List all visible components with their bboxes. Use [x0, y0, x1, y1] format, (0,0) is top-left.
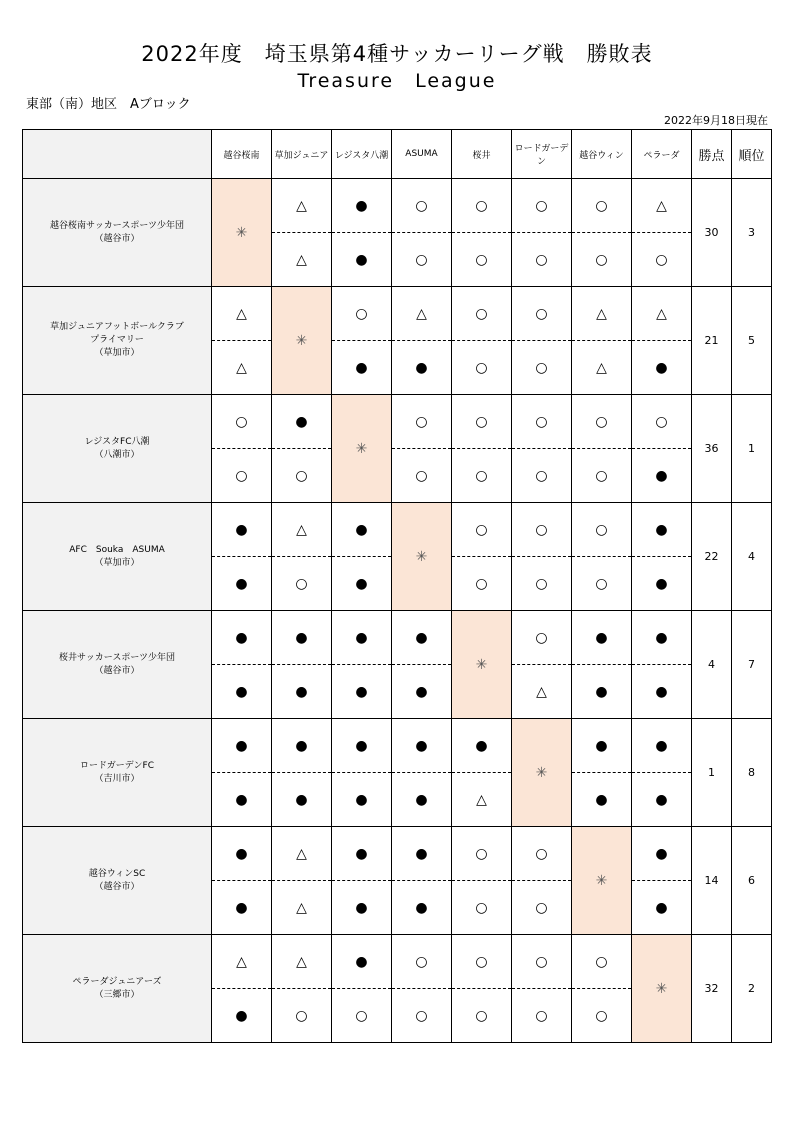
standings-table	[22, 129, 772, 1043]
result-cell: △	[212, 341, 272, 395]
team-name	[23, 395, 212, 503]
result-cell: △	[632, 287, 692, 341]
result-cell: ●	[332, 719, 392, 773]
result-cell: △	[272, 503, 332, 557]
result-cell: △	[452, 773, 512, 827]
team-name-line: （越谷市）	[94, 665, 140, 676]
team-name	[23, 719, 212, 827]
team-name-line: AFC Souka ASUMA	[69, 544, 165, 555]
team-row	[23, 287, 772, 341]
rank-cell: 6	[732, 827, 772, 935]
result-cell: ●	[332, 611, 392, 665]
result-cell: ○	[512, 989, 572, 1043]
result-cell: ○	[512, 449, 572, 503]
team-name-line: （草加市）	[94, 348, 140, 358]
column-header: 越谷桜南	[212, 130, 272, 179]
result-cell: ○	[332, 287, 392, 341]
result-cell: ●	[452, 719, 512, 773]
points-cell: 21	[692, 287, 732, 395]
result-cell: ○	[512, 881, 572, 935]
result-cell: ○	[452, 287, 512, 341]
team-row	[23, 179, 772, 233]
result-cell: ○	[452, 233, 512, 287]
as-of-date: 2022年9月18日現在	[664, 114, 768, 127]
result-cell: ●	[212, 611, 272, 665]
result-cell: ○	[452, 341, 512, 395]
result-cell: ●	[572, 719, 632, 773]
result-cell: ●	[212, 503, 272, 557]
result-cell: ○	[512, 395, 572, 449]
result-cell: ○	[392, 179, 452, 233]
result-cell: ○	[512, 557, 572, 611]
result-cell: ●	[212, 557, 272, 611]
team-name-line: 桜井サッカースポーツ少年団	[58, 652, 175, 663]
team-row	[23, 935, 772, 989]
result-cell: △	[572, 341, 632, 395]
team-row	[23, 719, 772, 773]
result-cell: ●	[272, 611, 332, 665]
team-name-line: レジスタFC八潮	[84, 436, 150, 447]
result-cell: ●	[392, 341, 452, 395]
result-cell: ○	[572, 179, 632, 233]
self-match-cell: ✳	[512, 719, 572, 827]
points-cell: 36	[692, 395, 732, 503]
team-name	[23, 827, 212, 935]
team-name-line: （三郷市）	[94, 989, 140, 1000]
team-row	[23, 395, 772, 449]
result-cell: ●	[212, 989, 272, 1043]
result-cell: ○	[512, 233, 572, 287]
result-cell: ●	[212, 773, 272, 827]
result-cell: ●	[212, 719, 272, 773]
result-cell: ●	[632, 881, 692, 935]
result-cell: △	[572, 287, 632, 341]
result-cell: ○	[572, 935, 632, 989]
result-cell: ●	[572, 773, 632, 827]
column-header: 越谷ウィン	[572, 130, 632, 179]
result-cell: ○	[452, 395, 512, 449]
self-match-cell: ✳	[392, 503, 452, 611]
rank-header: 順位	[732, 130, 772, 179]
self-match-cell: ✳	[212, 179, 272, 287]
result-cell: △	[212, 287, 272, 341]
points-cell: 30	[692, 179, 732, 287]
result-cell: ○	[632, 395, 692, 449]
result-cell: ●	[632, 557, 692, 611]
result-cell: ●	[632, 665, 692, 719]
self-match-cell: ✳	[452, 611, 512, 719]
result-cell: ●	[632, 449, 692, 503]
result-cell: △	[272, 179, 332, 233]
result-cell: ●	[212, 665, 272, 719]
result-cell: ○	[392, 449, 452, 503]
points-cell: 22	[692, 503, 732, 611]
result-cell: ○	[212, 395, 272, 449]
result-cell: ●	[332, 827, 392, 881]
team-name-line: ロードガーデンFC	[79, 760, 154, 771]
team-name-line: （吉川市）	[94, 773, 140, 784]
points-cell: 1	[692, 719, 732, 827]
result-cell: ○	[512, 611, 572, 665]
result-cell: ○	[512, 935, 572, 989]
result-cell: ○	[452, 449, 512, 503]
team-name-line: （草加市）	[94, 557, 140, 568]
result-cell: ○	[332, 989, 392, 1043]
result-cell: ○	[272, 449, 332, 503]
result-cell: ○	[572, 233, 632, 287]
result-cell: ●	[632, 773, 692, 827]
result-cell: ●	[332, 881, 392, 935]
result-cell: △	[272, 881, 332, 935]
result-cell: ○	[272, 557, 332, 611]
result-cell: ●	[332, 935, 392, 989]
points-cell: 32	[692, 935, 732, 1043]
team-name	[23, 287, 212, 395]
rank-cell: 7	[732, 611, 772, 719]
result-cell: △	[272, 827, 332, 881]
team-name	[23, 179, 212, 287]
result-cell: ●	[332, 233, 392, 287]
result-cell: ○	[392, 989, 452, 1043]
result-cell: ○	[452, 827, 512, 881]
result-cell: ○	[212, 449, 272, 503]
result-cell: ○	[512, 341, 572, 395]
result-cell: ○	[452, 881, 512, 935]
result-cell: ○	[452, 557, 512, 611]
result-cell: ○	[452, 935, 512, 989]
result-cell: ○	[572, 989, 632, 1043]
team-name-line: （越谷市）	[94, 881, 140, 892]
result-cell: △	[512, 665, 572, 719]
result-cell: ●	[392, 773, 452, 827]
team-name	[23, 503, 212, 611]
result-cell: ●	[572, 665, 632, 719]
result-cell: ●	[332, 341, 392, 395]
result-cell: ●	[632, 341, 692, 395]
result-cell: ○	[512, 287, 572, 341]
result-cell: ●	[332, 179, 392, 233]
result-cell: ●	[332, 557, 392, 611]
result-cell: △	[632, 179, 692, 233]
corner-cell	[23, 130, 212, 179]
result-cell: ●	[632, 611, 692, 665]
team-name	[23, 935, 212, 1043]
league-name: Treasure League	[297, 70, 497, 92]
team-name-line: 越谷桜南サッカースポーツ少年団	[49, 220, 184, 231]
column-header: 草加ジュニア	[272, 130, 332, 179]
team-name-line: （八潮市）	[94, 449, 140, 460]
result-cell: ●	[572, 611, 632, 665]
result-cell: ○	[632, 233, 692, 287]
result-cell: ○	[512, 179, 572, 233]
result-cell: ○	[572, 557, 632, 611]
result-cell: ○	[392, 395, 452, 449]
rank-cell: 2	[732, 935, 772, 1043]
points-cell: 14	[692, 827, 732, 935]
team-name-line: 草加ジュニアフットボールクラブ	[50, 322, 184, 332]
header-row	[23, 130, 772, 179]
team-row	[23, 611, 772, 665]
page-title: 2022年度 埼玉県第4種サッカーリーグ戦 勝敗表	[141, 42, 653, 66]
result-cell: ●	[632, 503, 692, 557]
result-cell: ●	[212, 881, 272, 935]
result-cell: △	[392, 287, 452, 341]
result-cell: ●	[392, 665, 452, 719]
result-cell: ○	[512, 827, 572, 881]
result-cell: ○	[572, 395, 632, 449]
column-header: レジスタ八潮	[332, 130, 392, 179]
self-match-cell: ✳	[332, 395, 392, 503]
rank-cell: 8	[732, 719, 772, 827]
result-cell: ●	[392, 881, 452, 935]
result-cell: ○	[272, 989, 332, 1043]
result-cell: ●	[332, 773, 392, 827]
team-name-line: （越谷市）	[94, 233, 140, 244]
result-cell: ○	[452, 503, 512, 557]
result-cell: ●	[272, 665, 332, 719]
team-row	[23, 503, 772, 557]
result-cell: ●	[212, 827, 272, 881]
team-name-line: 越谷ウィンSC	[88, 868, 146, 879]
result-cell: ○	[452, 989, 512, 1043]
rank-cell: 4	[732, 503, 772, 611]
result-cell: ●	[632, 827, 692, 881]
self-match-cell: ✳	[272, 287, 332, 395]
team-row	[23, 827, 772, 881]
column-header: ペラーダ	[632, 130, 692, 179]
result-cell: ●	[392, 719, 452, 773]
team-name-line: プライマリー	[90, 335, 144, 345]
points-cell: 4	[692, 611, 732, 719]
column-header: ASUMA	[392, 130, 452, 179]
result-cell: △	[212, 935, 272, 989]
result-cell: ●	[332, 665, 392, 719]
result-cell: ○	[572, 503, 632, 557]
result-cell: ○	[392, 935, 452, 989]
block-label: 東部（南）地区 Aブロック	[26, 97, 191, 112]
result-cell: ○	[392, 233, 452, 287]
result-cell: ○	[572, 449, 632, 503]
self-match-cell: ✳	[572, 827, 632, 935]
result-cell: ●	[272, 773, 332, 827]
result-cell: ●	[332, 503, 392, 557]
team-name	[23, 611, 212, 719]
column-header: 桜井	[452, 130, 512, 179]
result-cell: △	[272, 233, 332, 287]
rank-cell: 5	[732, 287, 772, 395]
rank-cell: 1	[732, 395, 772, 503]
self-match-cell: ✳	[632, 935, 692, 1043]
result-cell: ●	[272, 395, 332, 449]
points-header: 勝点	[692, 130, 732, 179]
result-cell: ○	[452, 179, 512, 233]
column-header: ロードガーデン	[512, 130, 572, 179]
result-cell: △	[272, 935, 332, 989]
result-cell: ○	[512, 503, 572, 557]
result-cell: ●	[272, 719, 332, 773]
team-name-line: ペラーダジュニアーズ	[72, 976, 162, 987]
result-cell: ●	[632, 719, 692, 773]
result-cell: ●	[392, 611, 452, 665]
result-cell: ●	[392, 827, 452, 881]
rank-cell: 3	[732, 179, 772, 287]
